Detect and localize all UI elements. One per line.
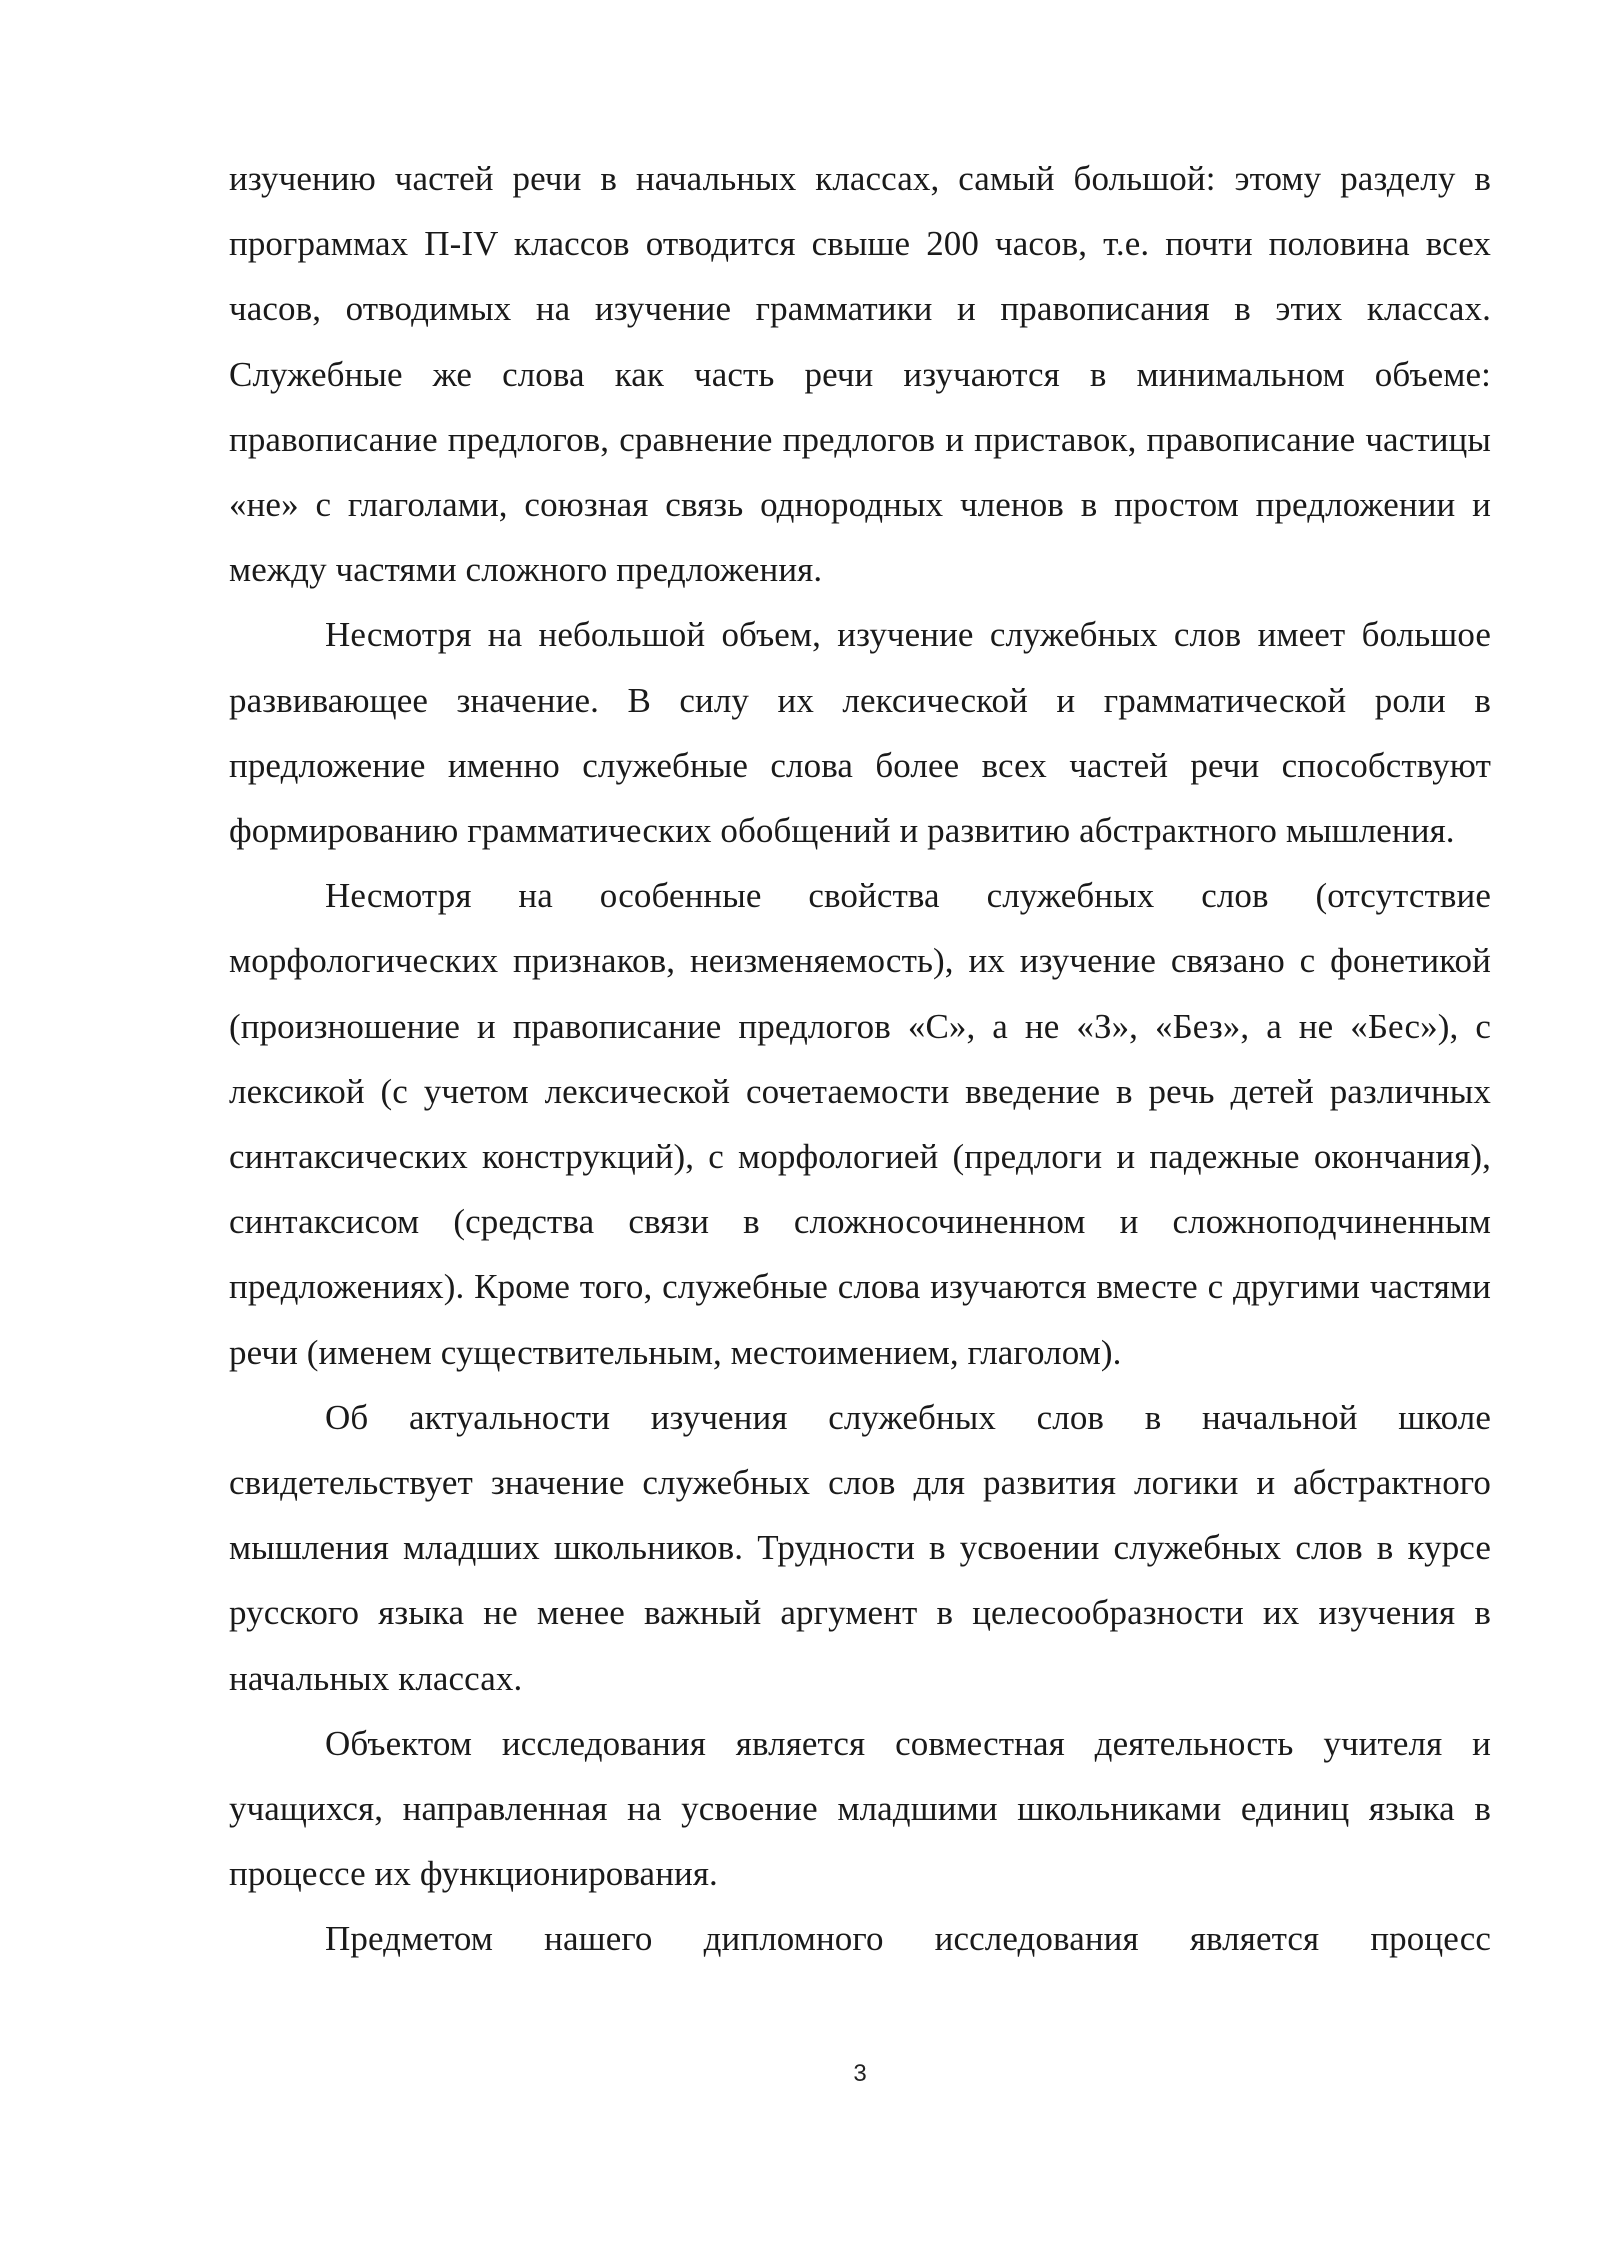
page-number: 3 xyxy=(853,2060,867,2087)
paragraph-continuation: изучению частей речи в начальных классах, самый большой: этому разделу в программах П-IV классов отводится свыше 200 часов, т.е. почти половина всех часов, отводимых на изучение грамматики и правописания в этих классах. Служебные же слова как часть речи изучаются в минимальном объеме: правописание предлогов, сравнение предлогов и приставок, правописание частицы «не» с глаголами, союзная связь однородных членов в простом предложении и между частями сложного предложения. xyxy=(229,159,1491,590)
paragraph: Объектом исследования является совместная деятельность учителя и учащихся, направленная на усвоение младшими школьниками единиц языка в процессе их функционирования. xyxy=(229,1723,1491,1894)
paragraph: Несмотря на небольшой объем, изучение служебных слов имеет большое развивающее значение. В силу их лексической и грамматической роли в предложение именно служебные слова более всех частей речи способствуют формированию грамматических обобщений и развитию абстрактного мышления. xyxy=(229,615,1491,851)
paragraph-cut-off: Предметом нашего дипломного исследования является процесс xyxy=(325,1919,1491,1959)
paragraph: Об актуальности изучения служебных слов в начальной школе свидетельствует значение служебных слов для развития логики и абстрактного мышления младших школьников. Трудности в усвоении служебных слов в курсе русского языка не менее важный аргумент в целесообразности их изучения в начальных классах. xyxy=(229,1397,1491,1698)
body-text xyxy=(229,146,1491,1971)
paragraph: Несмотря на особенные свойства служебных слов (отсутствие морфологических признаков, неизменяемость), их изучение связано с фонетикой (произношение и правописание предлогов «С», а не «З», «Без», а не «Бес»), с лексикой (с учетом лексической сочетаемости введение в речь детей различных синтаксических конструкций), с морфологией (предлоги и падежные окончания), синтаксисом (средства связи в сложносочиненном и сложноподчиненным предложениях). Кроме того, служебные слова изучаются вместе с другими частями речи (именем существительным, местоимением, глаголом). xyxy=(229,876,1491,1372)
